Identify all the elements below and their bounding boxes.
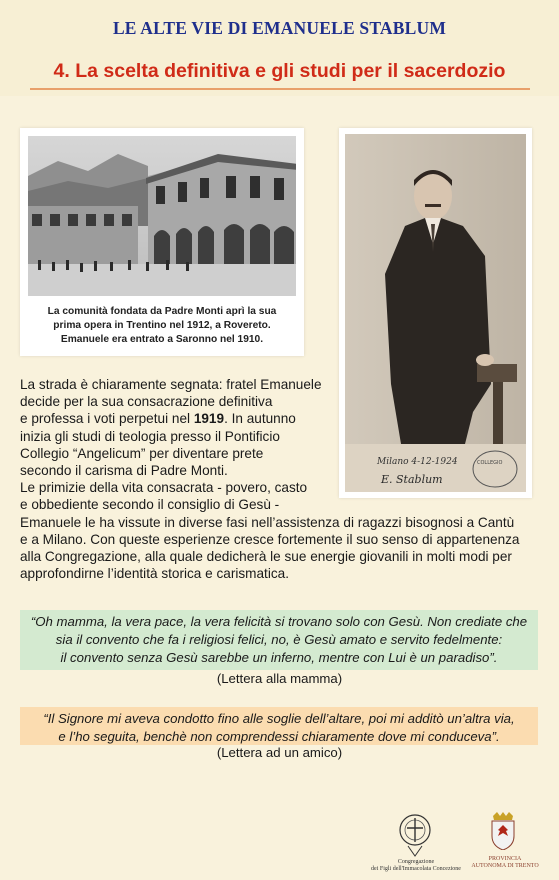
congregation-logo-text: [366, 859, 466, 873]
quote-attribution: (Lettera ad un amico): [216, 745, 343, 760]
body-line: Emanuele le ha vissute in diverse fasi nell’assistenza di ragazzi bisognosi a Cantù: [20, 514, 515, 530]
photo-caption: [28, 305, 296, 347]
logo-line: Congregazione: [397, 859, 435, 865]
congregation-logo-icon: [398, 812, 432, 858]
quote-line: sia il convento che fa i religiosi felici, no, è Gesù amato e servito fedelmente:: [55, 632, 503, 647]
year-1919: 1919: [193, 411, 225, 427]
portrait-inscription: Milano 4-12-1924: [377, 457, 458, 467]
logo-line: PROVINCIA: [488, 856, 522, 862]
body-line: decide per la sua consacrazione definitiva: [20, 394, 273, 410]
quote-line: e l’ho seguita, benchè non comprendessi chiaramente dove mi conduceva”.: [58, 729, 500, 744]
portrait-signature: E. Stablum: [381, 473, 443, 486]
provincia-logo-text: [470, 856, 540, 870]
page-subtitle: 4. La scelta definitiva e gli studi per il sacerdozio: [53, 60, 506, 82]
body-line: [20, 410, 520, 427]
body-text: [20, 376, 520, 582]
subtitle-underline: [30, 88, 530, 90]
body-line: alla Congregazione, alla quale dedicherà le sue energie giovanili in molti modi per: [20, 549, 512, 565]
quote-attribution: (Lettera alla mamma): [216, 671, 343, 686]
logo-line: dei Figli dell'Immacolata Concezione: [371, 866, 461, 872]
body-line: La strada è chiaramente segnata: fratel Emanuele: [20, 377, 322, 392]
caption-line: La comunità fondata da Padre Monti aprì la sua: [47, 306, 277, 317]
body-line: Collegio “Angelicum” per diventare prete: [20, 445, 264, 461]
body-line-part: e professa i voti perpetui nel: [20, 411, 194, 427]
logo-line: AUTONOMA DI TRENTO: [471, 863, 539, 869]
building-photo-card: [20, 128, 304, 356]
body-line: inizia gli studi di teologia presso il Pontificio: [20, 428, 280, 444]
building-photo: [28, 136, 296, 296]
quote-line: il convento senza Gesù sarebbe un inferno, mentre con Lui è un paradiso”.: [60, 650, 498, 665]
provincia-trento-crest-icon: [488, 812, 518, 850]
body-line-part: . In autunno: [224, 411, 296, 427]
quote-line: “Oh mamma, la vera pace, la vera felicità si trovano solo con Gesù. Non crediate che: [30, 614, 528, 629]
body-line: Le primizie della vita consacrata - povero, casto: [20, 480, 308, 496]
body-line: e obbediente secondo il consiglio di Gesù -: [20, 497, 280, 513]
body-line: secondo il carisma di Padre Monti.: [20, 463, 228, 479]
caption-line: Emanuele era entrato a Saronno nel 1910.: [60, 334, 264, 345]
caption-line: prima opera in Trentino nel 1912, a Rovereto.: [53, 320, 271, 331]
page-title: LE ALTE VIE DI EMANUELE STABLUM: [112, 18, 447, 38]
quote-line: “Il Signore mi aveva condotto fino alle soglie dell’altare, poi mi additò un’altra via,: [43, 711, 515, 726]
body-line: approfondirne l’identità storica e carismatica.: [20, 566, 289, 582]
body-line: e a Milano. Con queste esperienze cresce fortemente il suo senso di appartenenza: [20, 531, 520, 547]
stamp-text: COLLEGIO: [477, 460, 503, 466]
quote-box-amico: [20, 707, 538, 745]
quote-box-mamma: [20, 610, 538, 670]
